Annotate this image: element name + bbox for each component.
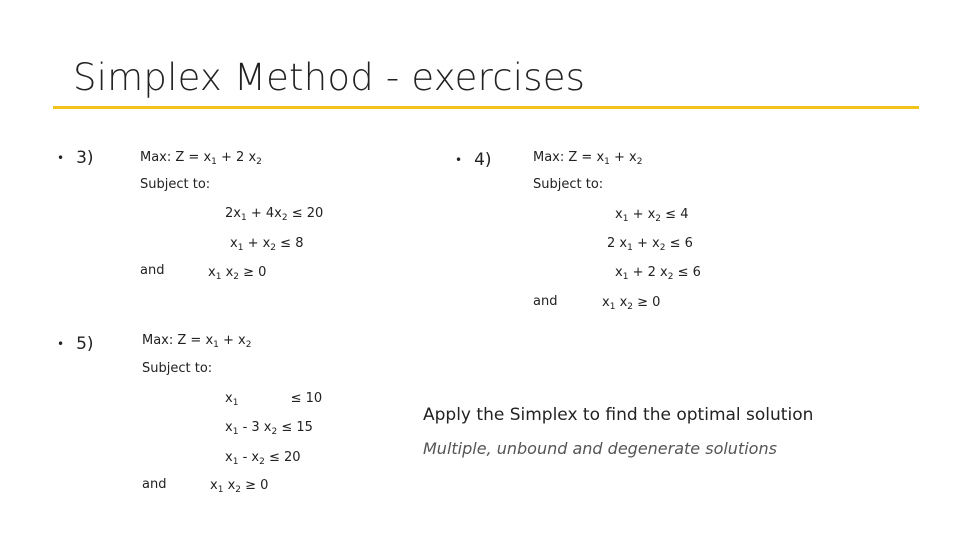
exercise-4-constraint-1: $x_1 + x_2 \le 4$: [615, 207, 689, 224]
hint-text: Multiple, unbound and degenerate solutions: [423, 439, 777, 458]
exercise-4-constraint-3: $x_1 + 2$ $x_2 \le 6$: [615, 265, 701, 282]
exercise-3-subject-to: Subject to:: [140, 177, 211, 192]
exercise-3-nonnegativity: $x_1$ $x_2 \ge 0$: [208, 265, 267, 282]
exercise-3-objective: Max: $Z = x_1 + 2$ $x_2$: [140, 150, 262, 167]
exercise-3-constraint-2: $x_1 + x_2 \le 8$: [230, 236, 304, 253]
exercise-5-and: and: [142, 477, 167, 492]
instruction-text: Apply the Simplex to find the optimal solution: [423, 405, 814, 425]
title-underline: [53, 106, 919, 109]
exercise-4-and: and: [533, 294, 558, 309]
exercise-4-constraint-2: 2 $x_1 + x_2 \le 6$: [607, 236, 693, 253]
page-title: Simplex Method - exercises: [73, 56, 586, 99]
exercise-4-nonnegativity: $x_1$ $x_2 \ge 0$: [602, 295, 661, 312]
exercise-3-constraint-1: $2x_1 + 4x_2 \le 20$: [225, 206, 324, 223]
exercise-5-label: • 5): [57, 334, 94, 354]
bullet-icon: •: [57, 337, 65, 351]
exercise-5-subject-to: Subject to:: [142, 361, 213, 376]
exercise-3-label: • 3): [57, 148, 94, 168]
exercise-5-constraint-2: $x_1 - 3$ $x_2 \le 15$: [225, 420, 313, 437]
exercise-4-subject-to: Subject to:: [533, 177, 604, 192]
exercise-4-label: • 4): [455, 150, 492, 170]
exercise-5-constraint-3: $x_1 - x_2 \le 20$: [225, 450, 301, 467]
exercise-5-constraint-1: $x_1 \le 10$: [225, 391, 323, 408]
exercise-5-objective: Max: $Z = x_1 + x_2$: [142, 333, 252, 350]
exercise-3-and: and: [140, 263, 165, 278]
exercise-4-objective: Max: $Z = x_1 + x_2$: [533, 150, 643, 167]
bullet-icon: •: [455, 153, 463, 167]
exercise-5-nonnegativity: $x_1$ $x_2 \ge 0$: [210, 478, 269, 495]
bullet-icon: •: [57, 151, 65, 165]
